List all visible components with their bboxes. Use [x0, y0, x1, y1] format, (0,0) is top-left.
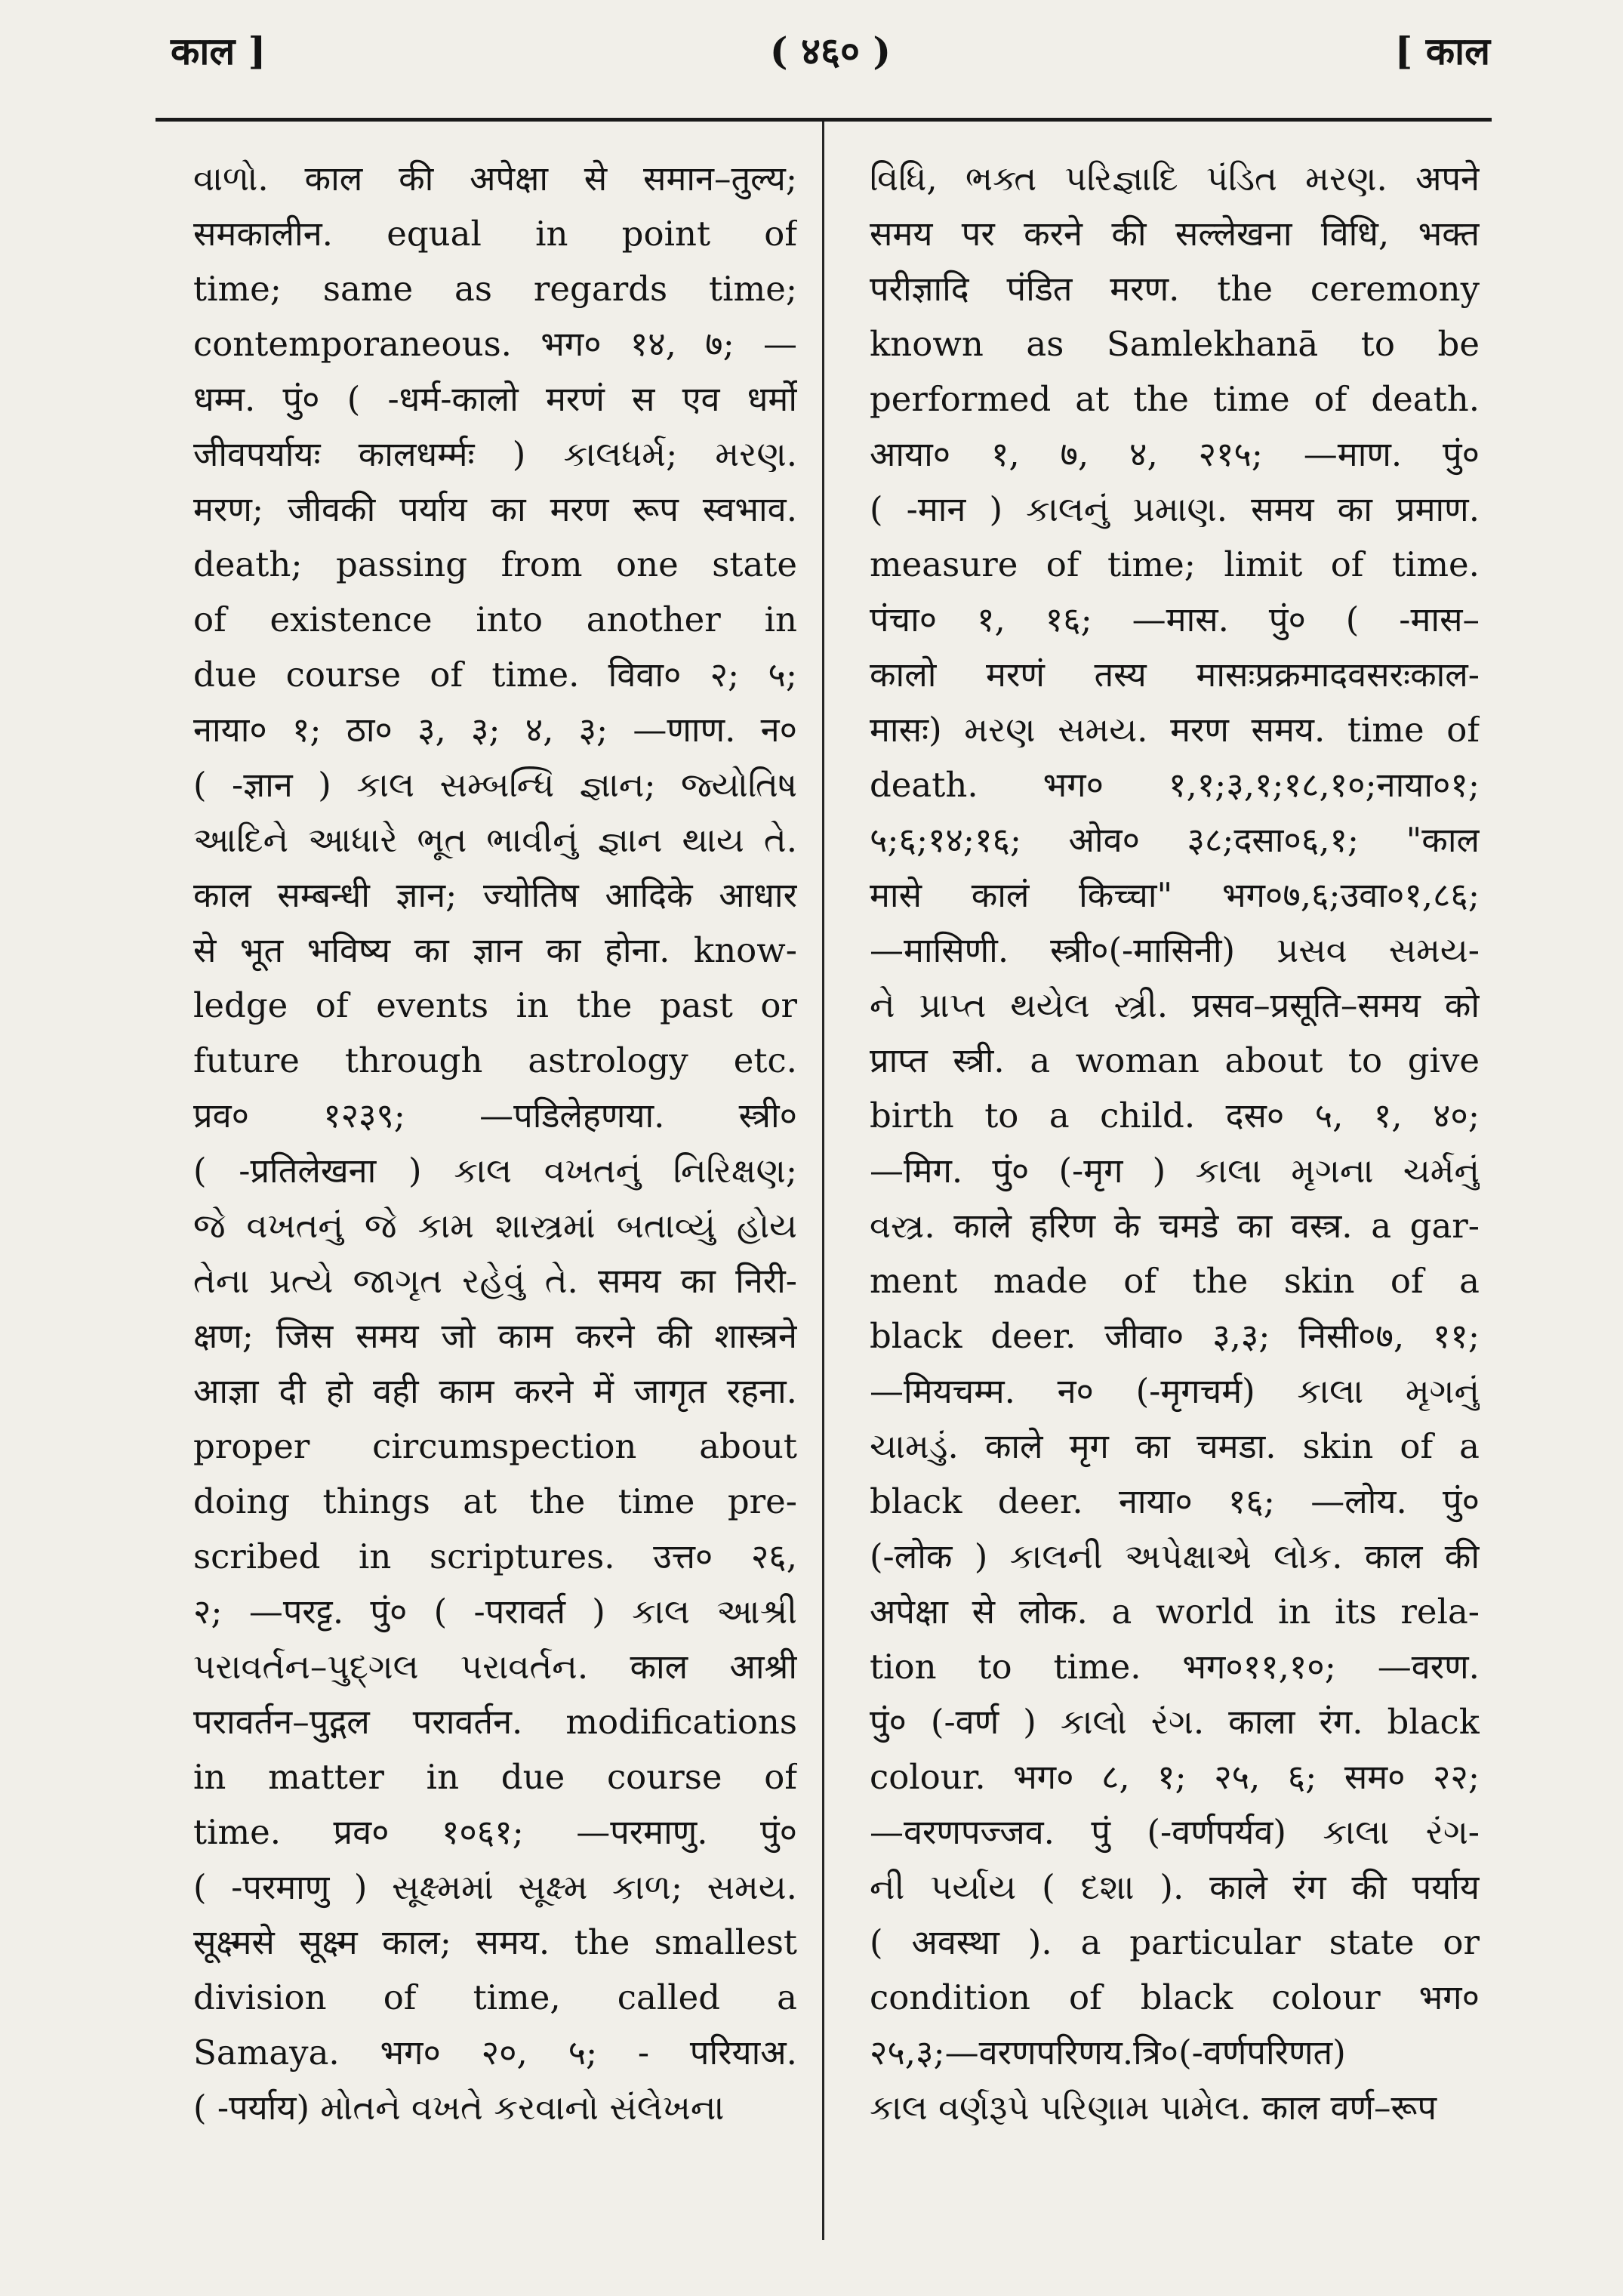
entry-line: ( -मान ) કાલનું પ્રમાણ. समय का प्रमाण.: [870, 489, 1480, 529]
entry-line: मासः) મરણ સમય. मरण समय. time of: [870, 710, 1480, 750]
entry-line: क्षण; जिस समय जो काम करने की शास्त्रने: [193, 1316, 797, 1356]
entry-line: से भूत भविष्य का ज्ञान का होना. know-: [193, 930, 797, 970]
entry-line: known as Samlekhanā to be: [870, 324, 1480, 364]
entry-line: time. प्रव० १०६१; —परमाणु. पुं०: [193, 1812, 797, 1852]
entry-line: ५;६;१४;१६; ओव० ३८;दसा०६,१; "काल: [870, 820, 1480, 860]
entry-line: —मासिणी. स्त्री०(-मासिनी) પ્રસવ સમય-: [870, 930, 1480, 970]
entry-line: मरण; जीवकी पर्याय का मरण रूप स्वभाव.: [193, 489, 797, 529]
entry-line: प्रव० १२३९; —पडिलेहणया. स्त्री०: [193, 1096, 797, 1136]
entry-line: (-लोक ) કાલની અપેક્ષાએ લોક. काल की: [870, 1536, 1480, 1576]
entry-line: performed at the time of death.: [870, 379, 1480, 419]
left-column: [193, 151, 797, 2135]
entry-line: अपेक्षा से लोक. a world in its rela-: [870, 1592, 1480, 1632]
entry-line: मासे कालं किच्चा" भग०७,६;उवा०१,८६;: [870, 875, 1480, 915]
entry-line: —मिग. पुं० (-मृग ) કાલા મૃગના ચર્મનું: [870, 1151, 1480, 1191]
entry-line: जीवपर्यायः कालधर्म्मः ) કાલધર્મ; મરણ.: [193, 434, 797, 474]
entry-line: —मियचम्म. न० (-मृगचर्म) કાલા મૃગનું: [870, 1371, 1480, 1411]
entry-line: તેના પ્રત્યે જાગૃત રહેવું તે. समय का निरी-: [193, 1261, 797, 1301]
entry-line: black deer. जीवा० ३,३; निसी०७, ११;: [870, 1316, 1480, 1356]
entry-line: ને પ્રાપ્ત થયેલ સ્ત્રી. प्रसव–प्रसूति–समय को: [870, 985, 1480, 1025]
entry-line: ( -ज्ञान ) કાલ સમ્બન્ધિ જ્ઞાન; જ્યોતિષ: [193, 765, 797, 805]
entry-line: समय पर करने की सल्लेखना विधि, भक्त: [870, 214, 1480, 254]
right-column: [870, 151, 1480, 2135]
entry-line: ment made of the skin of a: [870, 1261, 1480, 1301]
entry-line: परावर्तन–पुद्गल परावर्तन. modifications: [193, 1702, 797, 1742]
entry-line: प्राप्त स्त्री. a woman about to give: [870, 1040, 1480, 1080]
entry-line: ( -परमाणु ) સૂક્ષ્મમાં સૂક્ષ્મ કાળ; સમય.: [193, 1867, 797, 1907]
entry-line: पुं० (-वर्ण ) કાલો રંગ. काला रंग. black: [870, 1702, 1480, 1742]
entry-line: २५,३;—वरणपरिणय.त्रि०(-वर्णपरिणत): [870, 2032, 1346, 2073]
header-right-guideword: [ काल: [1394, 29, 1490, 73]
entry-line: આદિને આધારે ભૂત ભાવીનું જ્ઞાન થાય તે.: [193, 820, 797, 860]
entry-line: in matter in due course of: [193, 1757, 797, 1797]
entry-line: વાળો. काल की अपेक्षा से समान–तुल्य;: [193, 159, 797, 199]
header-left-guideword: काल ]: [171, 29, 266, 73]
entry-line: જે વખતનું જે કામ શાસ્ત્રમાં બતાવ્યું હોય: [193, 1206, 797, 1246]
entry-line: of existence into another in: [193, 599, 797, 639]
entry-line: ledge of events in the past or: [193, 985, 797, 1025]
entry-line: death; passing from one state: [193, 544, 797, 584]
entry-line: વિધિ, ભક્ત પરિજ્ઞાદિ પંડિત મરણ. अपने: [870, 159, 1480, 199]
entry-line: पंचा० १, १६; —मास. पुं० ( -मास–: [870, 599, 1480, 639]
entry-line: time; same as regards time;: [193, 269, 797, 309]
entry-line: परीज्ञादि पंडित मरण. the ceremony: [870, 269, 1480, 309]
entry-line: colour. भग० ८, १; २५, ६; सम० २२;: [870, 1757, 1480, 1797]
entry-line: death. भग० १,१;३,१;१८,१०;नाया०१;: [870, 765, 1480, 805]
entry-line: सूक्ष्मसे सूक्ष्म काल; समय. the smallest: [193, 1922, 797, 1962]
entry-line: काल सम्बन्धी ज्ञान; ज्योतिष आदिके आधार: [193, 875, 797, 915]
entry-line: ( अवस्था ). a particular state or: [870, 1922, 1480, 1962]
entry-line: પરાવર્તન–પુદ્ગલ પરાવર્તન. काल आश्री: [193, 1647, 797, 1687]
entry-line: ની પર્યાય ( દશા ). काले रंग की पर्याय: [870, 1867, 1480, 1907]
entry-line: વસ્ત્ર. काले हरिण के चमडे का वस्त्र. a gar-: [870, 1206, 1480, 1246]
entry-line: Samaya. भग० २०, ५; - परियाअ.: [193, 2032, 797, 2073]
entry-line: condition of black colour भग०: [870, 1977, 1480, 2017]
column-divider: [822, 122, 824, 2240]
entry-line: measure of time; limit of time.: [870, 544, 1480, 584]
entry-line: कालो मरणं तस्य मासःप्रक्रमादवसरःकाल-: [870, 655, 1480, 695]
entry-line: समकालीन. equal in point of: [193, 214, 797, 254]
entry-line: proper circumspection about: [193, 1426, 797, 1466]
entry-line: future through astrology etc.: [193, 1040, 797, 1080]
entry-line: scribed in scriptures. उत्त० २६,: [193, 1536, 797, 1576]
entry-line: કાલ વર્ણરૂપે પરિણામ પામેલ. काल वर्ण–रूप: [870, 2088, 1437, 2128]
entry-line: ( -पर्याय) મોતને વખતે કરવાનો સંલેખના: [193, 2088, 725, 2128]
page-number: ( ४६० ): [769, 29, 892, 73]
entry-line: division of time, called a: [193, 1977, 797, 2017]
entry-line: due course of time. विवा० २; ५;: [193, 655, 797, 695]
entry-line: ( -प्रतिलेखना ) કાલ વખતનું નિરિક્ષણ;: [193, 1151, 797, 1191]
entry-line: धम्म. पुं० ( -धर्म-कालो मरणं स एव धर्मो: [193, 379, 797, 419]
entry-line: contemporaneous. भग० १४, ७; —: [193, 324, 797, 364]
entry-line: ચામડું. काले मृग का चमडा. skin of a: [870, 1426, 1480, 1466]
entry-line: tion to time. भग०११,१०; —वरण.: [870, 1647, 1480, 1687]
entry-line: black deer. नाया० १६; —लोय. पुं०: [870, 1481, 1480, 1521]
entry-line: —वरणपज्जव. पुं (-वर्णपर्यव) કાલા રંગ-: [870, 1812, 1480, 1852]
entry-line: २; —परट्ट. पुं० ( -परावर्त ) કાલ આશ્રી: [193, 1592, 797, 1632]
entry-line: आज्ञा दी हो वही काम करने में जागृत रहना.: [193, 1371, 797, 1411]
entry-line: आया० १, ७, ४, २१५; —माण. पुं०: [870, 434, 1480, 474]
entry-line: नाया० १; ठा० ३, ३; ४, ३; —णाण. न०: [193, 710, 797, 750]
entry-line: doing things at the time pre-: [193, 1481, 797, 1521]
entry-line: birth to a child. दस० ५, १, ४०;: [870, 1096, 1480, 1136]
